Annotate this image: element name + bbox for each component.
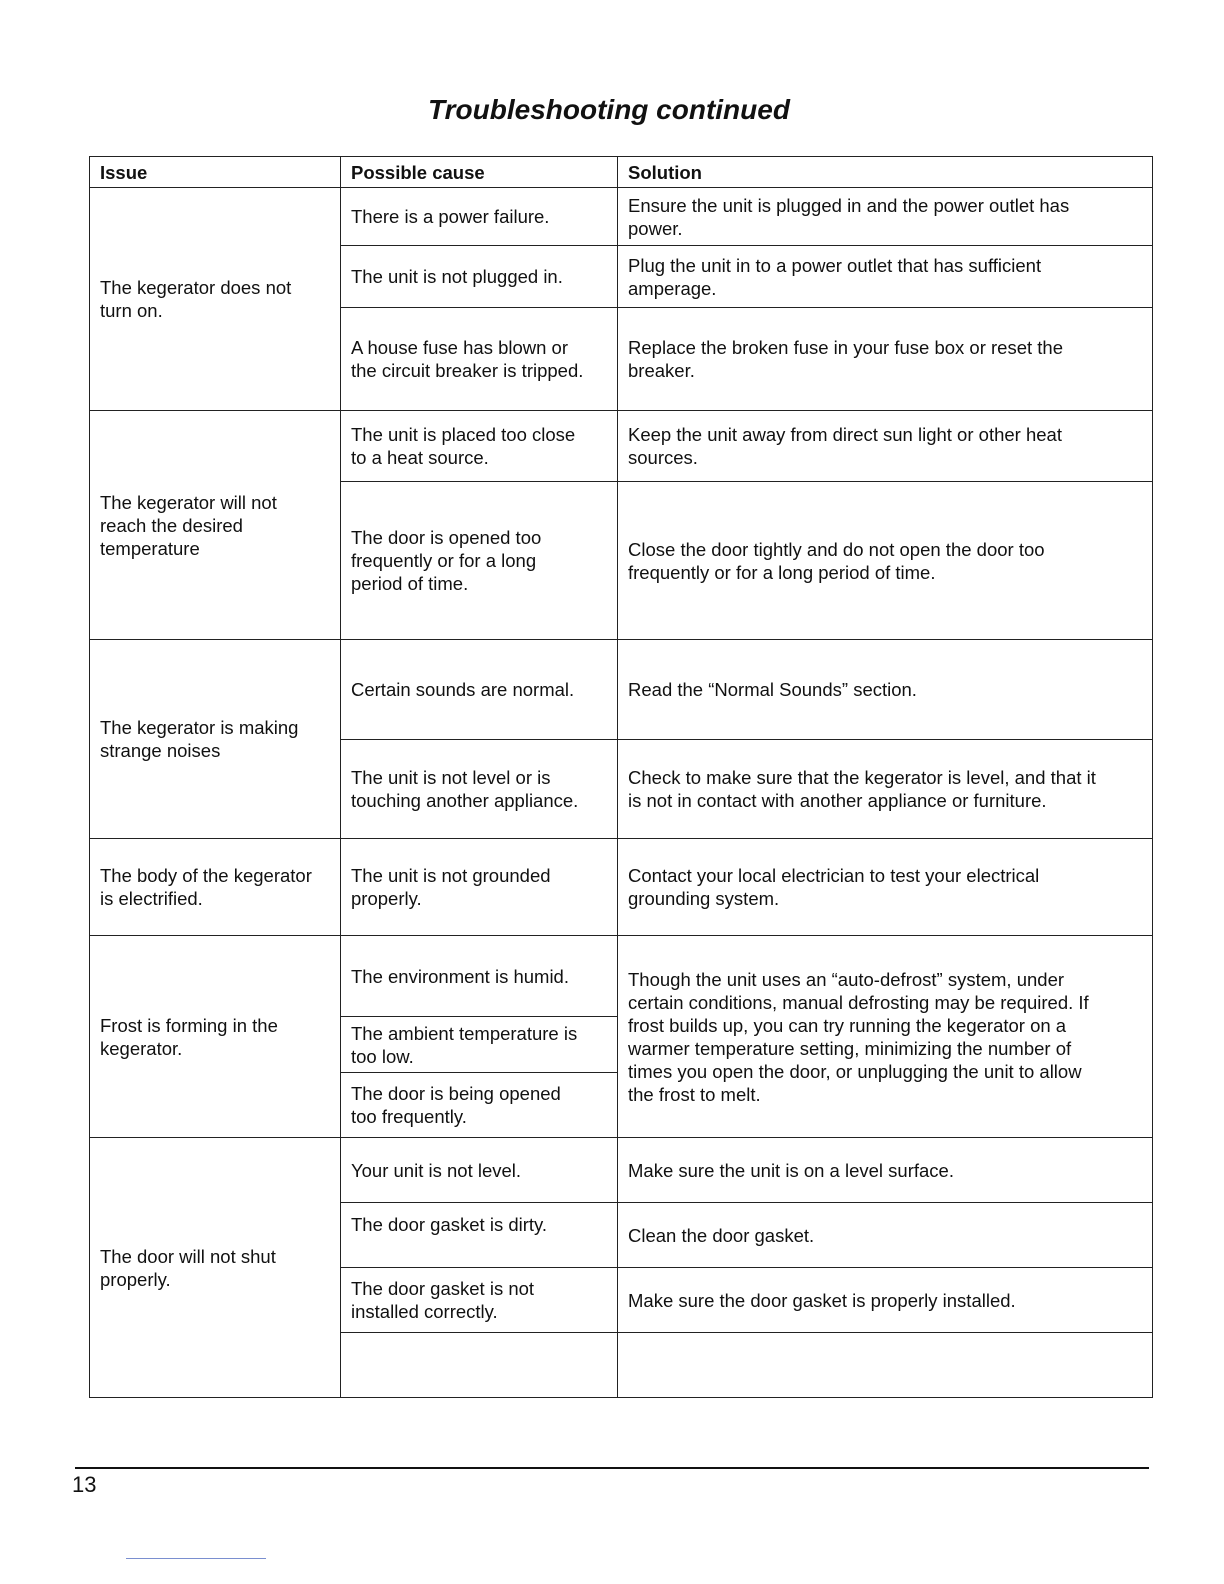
solution-cell: Clean the door gasket. (628, 1224, 815, 1246)
empty-cell (618, 1333, 1152, 1397)
footer-divider (75, 1467, 1149, 1469)
empty-cell (341, 1333, 617, 1397)
cause-cell: The unit is not level or is touching another appliance. (351, 767, 579, 811)
solution-cell: Make sure the unit is on a level surface. (628, 1159, 954, 1181)
cause-cell: Certain sounds are normal. (351, 679, 575, 700)
solution-cell: Close the door tightly and do not open the door too frequently or for a long period of time. (628, 538, 1045, 583)
issue-cell: The kegerator does not turn on. (100, 277, 292, 321)
solution-cell: Keep the unit away from direct sun light or other heat sources. (628, 424, 1062, 468)
solution-cell: Plug the unit in to a power outlet that has sufficient amperage. (628, 254, 1042, 299)
cause-cell: The unit is not grounded properly. (351, 865, 551, 909)
header-solution: Solution (628, 161, 702, 183)
solution-cell: Contact your local electrician to test your electrical grounding system. (628, 865, 1040, 909)
issue-cell: The door will not shut properly. (100, 1245, 276, 1290)
cause-cell: The door gasket is not installed correctly. (351, 1278, 535, 1322)
cause-cell: Your unit is not level. (351, 1159, 522, 1181)
cause-cell: The door is being opened too frequently. (351, 1083, 561, 1127)
cause-cell: The door is opened too frequently or for a long period of time. (351, 527, 542, 594)
solution-cell: Read the “Normal Sounds” section. (628, 679, 917, 700)
page-title: Troubleshooting continued (428, 94, 790, 125)
solution-cell: Check to make sure that the kegerator is level, and that it is not in contact with another appliance or furniture. (628, 767, 1096, 811)
footer-stub-line (126, 1558, 266, 1559)
page-number: 13 (72, 1472, 97, 1497)
issue-cell: The kegerator will not reach the desired temperature (100, 491, 277, 559)
cause-cell: There is a power failure. (351, 206, 550, 227)
cause-cell: The ambient temperature is too low. (351, 1022, 578, 1067)
cause-cell: The unit is not plugged in. (351, 266, 563, 287)
cause-cell: The unit is placed too close to a heat source. (351, 424, 576, 468)
issue-cell: The body of the kegerator is electrified. (100, 865, 312, 909)
header-issue: Issue (100, 161, 148, 183)
solution-cell: Replace the broken fuse in your fuse box or reset the breaker. (628, 337, 1064, 381)
issue-cell: Frost is forming in the kegerator. (100, 1014, 278, 1059)
solution-cell: Ensure the unit is plugged in and the power outlet has power. (628, 194, 1070, 239)
cause-cell: A house fuse has blown or the circuit breaker is tripped. (351, 337, 584, 381)
header-possible-cause: Possible cause (351, 161, 485, 183)
cause-cell: The environment is humid. (351, 965, 569, 987)
cause-cell: The door gasket is dirty. (351, 1214, 548, 1235)
solution-cell: Though the unit uses an “auto-defrost” system, under certain conditions, manual defrosting may be required. If frost builds up, you can try running the kegerator on a warmer temperature setting, minimizing the number of times you open the door, or unplugging the unit to allow the frost to melt. (628, 968, 1089, 1105)
issue-cell: The kegerator is making strange noises (100, 717, 299, 761)
solution-cell: Make sure the door gasket is properly installed. (628, 1289, 1016, 1311)
